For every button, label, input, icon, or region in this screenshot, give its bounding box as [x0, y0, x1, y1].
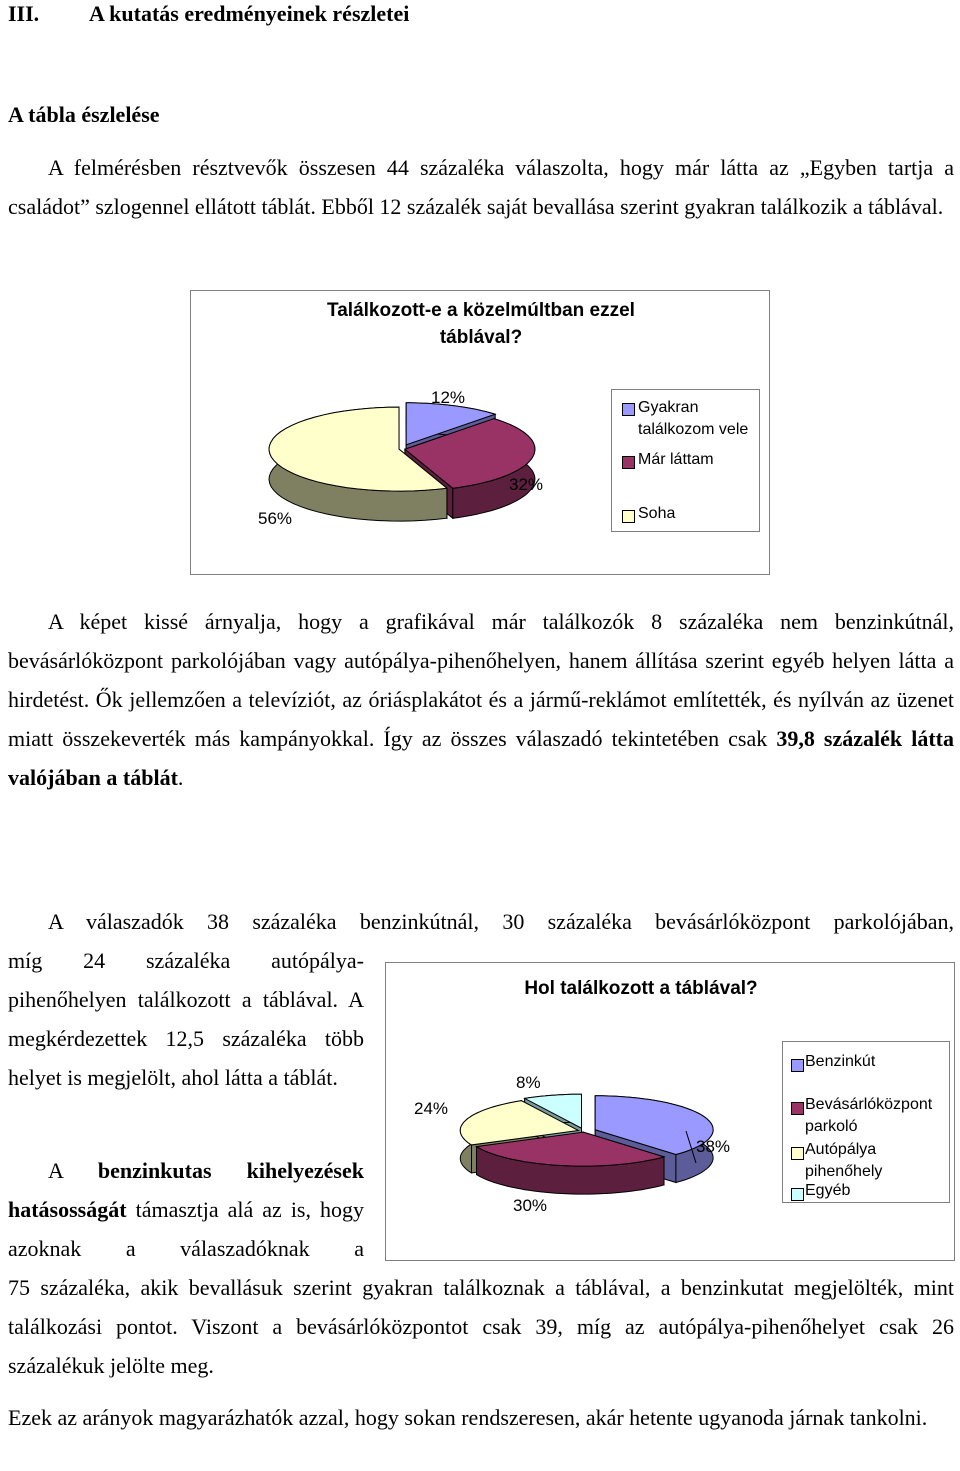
pie-1-data-label-soha: 56% [258, 509, 293, 528]
chart-1-frame [190, 290, 770, 575]
paragraph-4-post: támasztja alá az is, hogy azoknak a válaszadóknak a [8, 1197, 364, 1261]
pie-2-data-label-benzinkut: 38% [696, 1137, 731, 1156]
legend-1-label-soha: Soha [638, 505, 676, 522]
legend-2-label-benzinkut: Benzinkút [805, 1053, 876, 1070]
chart-1-title [251, 297, 711, 351]
paragraph-5: Ezek az arányok magyarázhatók azzal, hogy sokan rendszeresen, akár hetente ugyanoda járnak tankolni. [8, 1405, 928, 1430]
pie-2-data-label-autopalya-pihenohely: 24% [414, 1099, 449, 1118]
chart-2-title: Hol találkozott a táblával? [524, 978, 758, 999]
pie-2-data-label-bevasarlokozpont-parkolo: 30% [513, 1196, 548, 1215]
chart-1-title-line1: Találkozott-e a közelmúltban ezzel [327, 300, 635, 321]
paragraph-2 [8, 602, 954, 797]
paragraph-3-top: A válaszadók 38 százaléka benzinkútnál, 30 százaléka bevásárlóközpont parkolójában, [48, 909, 954, 934]
legend-2-swatch-autopalya-pihenohely [791, 1147, 804, 1160]
paragraph-4-bold1: benzinkutas kihelyezések [97, 1158, 364, 1183]
section-number: III. [8, 1, 40, 26]
pie-1-data-label-gyakran-talalkozom-vele: 12% [431, 388, 466, 407]
legend-1-swatch-mar-lattam [622, 456, 635, 469]
pie-1-data-label-mar-lattam: 32% [509, 475, 544, 494]
chart-1-title-line2: táblával? [439, 327, 523, 348]
paragraph-4-pre: A [48, 1158, 98, 1183]
legend-2-label-autopalya-pihenohely: Autópálya pihenőhely [805, 1141, 883, 1180]
chart-1-pie [231, 371, 571, 571]
section-title: A kutatás eredményeinek részletei [88, 1, 410, 26]
paragraph-2-end: . [177, 765, 184, 790]
subheading: A tábla észlelése [8, 102, 160, 127]
chart-2-legend [782, 1041, 950, 1203]
legend-2-label-bevasarlokozpont-parkolo: Bevásárlóközpont parkoló [805, 1096, 933, 1135]
legend-1-label-gyakran-talalkozom-vele: Gyakran találkozom vele [638, 399, 749, 438]
legend-1-swatch-gyakran-talalkozom-vele [622, 403, 635, 416]
section-heading [8, 0, 409, 28]
paragraph-4-full: 75 százaléka, akik bevallásuk szerint gyakran találkoznak a táblával, a benzinkutat megjelölték, mint találkozási pontot. Viszont a bevásárlóközpontot csak 39, míg az autópálya-pihenőhelyet csak 26 százalékuk jelölte meg. [8, 1275, 954, 1378]
legend-2-swatch-bevasarlokozpont-parkolo [791, 1102, 804, 1115]
pie-2-data-label-egyeb: 8% [516, 1073, 541, 1092]
paragraph-1: A felmérésben résztvevők összesen 44 százaléka válaszolta, hogy már látta az „Egyben tartja a családot” szlogennel ellátott táblát. Ebből 12 százalék saját bevallása szerint gyakran találkozik a táblával. [8, 155, 954, 219]
paragraph-4-left [8, 1151, 364, 1268]
paragraph-3-left: míg 24 százaléka autópálya-pihenőhelyen találkozott a táblával. A megkérdezettek 12,5 százaléka több helyet is megjelölt, ahol látta a táblát. [8, 948, 364, 1090]
paragraph-2-text: A képet kissé árnyalja, hogy a grafikával már találkozók 8 százaléka nem benzinkútnál, bevásárlóközpont parkolójában vagy autópálya-pihenőhelyen, hanem állítása szerint egyéb helyen látta a hirdetést. Ők jellemzően a televíziót, az óriásplakátot és a jármű-reklámot említették, és nyílván az üzenet miatt összekeverték más kampányokkal. Így az összes válaszadó tekintetében csak [8, 609, 954, 751]
paragraph-4-bold2: hatásosságát [8, 1197, 127, 1222]
legend-2-swatch-egyeb [791, 1188, 804, 1201]
legend-2-swatch-benzinkut [791, 1059, 804, 1072]
legend-1-swatch-soha [622, 510, 635, 523]
chart-2-frame [385, 962, 955, 1261]
legend-1-label-mar-lattam: Már láttam [638, 451, 714, 468]
chart-1-legend [611, 389, 760, 532]
paragraph-2-bold: 39,8 százalék látta valójában a táblát [8, 726, 954, 790]
legend-2-label-egyeb: Egyéb [805, 1182, 851, 1199]
